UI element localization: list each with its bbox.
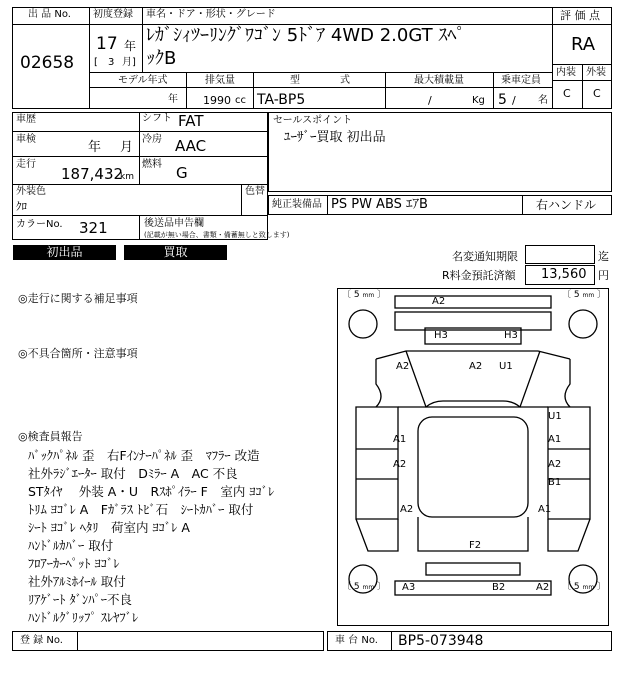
lot-number: 02658 [20, 53, 75, 73]
report-line: ﾘｱｹﾞｰﾄ ﾀﾞﾝﾊﾟｰ不良 [28, 592, 132, 607]
displacement-unit: cc [235, 95, 246, 106]
driving-notes-label: ◎走行に関する補足事項 [18, 292, 138, 305]
defects-label: ◎不具合箇所・注意事項 [18, 347, 138, 360]
tire-fl-label: 〔 5 mm 〕 [342, 290, 387, 300]
tire-rl-label: 〔 5 mm 〕 [342, 582, 387, 592]
capacity-label: 乗車定員 [501, 75, 541, 86]
left-rear-quarter [356, 519, 398, 551]
docs-note: (記載が無い場合、書類・備蓄無しと致します) [144, 231, 290, 239]
color-no-label: カラーNo. [16, 219, 63, 230]
first-reg-year: 17 [96, 34, 118, 54]
capacity-sep: / [512, 94, 516, 107]
color-no-value: 321 [79, 219, 108, 237]
title-deadline-unit: 迄 [598, 250, 609, 263]
windshield-line [398, 401, 548, 407]
inspection-year: 年 [88, 140, 102, 155]
steering-value: 右ハンドル [536, 198, 597, 212]
docs-label: 後送品申告欄 [144, 218, 204, 229]
mark-h3-left: H3 [434, 330, 448, 341]
mark-left-front-fender: A2 [396, 361, 410, 372]
rear-panel [426, 563, 520, 575]
first-reg-year-unit: 年 [124, 39, 137, 53]
recycle-unit: 円 [598, 269, 609, 282]
mark-hood-a2: A2 [469, 361, 483, 372]
displacement-value: 1990 [203, 94, 231, 107]
type-value: TA-BP5 [257, 92, 306, 108]
mark-left-front-door: A1 [393, 434, 407, 445]
tire-front-right [569, 310, 597, 338]
report-line: ﾌﾛｱｰｶｰﾍﾟｯﾄ ﾖｺﾞﾚ [28, 556, 120, 571]
color-value: ｸﾛ [16, 200, 27, 213]
inspector-label: ◎検査員報告 [18, 430, 83, 443]
salespoint-value: ﾕｰｻﾞｰ買取 初出品 [284, 130, 386, 145]
mileage-value: 187,432 [61, 165, 124, 183]
history-label: 車歴 [16, 114, 36, 125]
hood-front-edge [376, 351, 570, 359]
lot-label: 出 品 No. [28, 9, 71, 20]
salespoint-label: セールスポイント [273, 115, 353, 126]
model-year-unit: 年 [168, 94, 178, 105]
front-bumper-outline [395, 296, 551, 308]
max-load-sep: / [428, 94, 432, 107]
report-line: ﾊﾝﾄﾞﾙｶﾊﾞｰ 取付 [28, 538, 114, 553]
equipment-value: PS PW ABS ｴｱB [331, 197, 428, 212]
recycle-label: R料金預託済額 [442, 269, 516, 282]
inspection-month: 月 [120, 140, 134, 155]
mark-rear-bumper-a2: A2 [536, 582, 550, 593]
mark-rear-bumper-a3: A3 [402, 582, 416, 593]
mileage-label: 走行 [16, 159, 36, 170]
shift-value: FAT [178, 112, 204, 130]
repaint-label: 色替 [245, 186, 265, 197]
fuel-value: G [176, 164, 188, 182]
grade-value: RA [571, 34, 596, 55]
exterior-label: 外装 [586, 67, 606, 78]
grade-label: 評 価 点 [560, 9, 600, 22]
report-line: STﾀｲﾔ 外装 A・U Rｽﾎﾟｲﾗｰ F 室内 ﾖｺﾞﾚ [28, 484, 275, 499]
interior-label: 内装 [556, 67, 576, 78]
right-rear-quarter [548, 519, 590, 551]
buyback-badge: 買取 [124, 245, 227, 260]
inspector-report [28, 446, 328, 626]
car-diagram [337, 288, 609, 626]
mark-right-rear-b1: B1 [548, 477, 562, 488]
report-line: ﾊﾝﾄﾞﾙｸﾞﾘｯﾌﾟ ｽﾚﾔﾌﾞﾚ [28, 610, 139, 625]
color-label: 外装色 [16, 186, 46, 197]
report-line: ﾄﾘﾑ ﾖｺﾞﾚ A Fｶﾞﾗｽ ﾄﾋﾞ石 ｼｰﾄｶﾊﾞｰ 取付 [28, 502, 254, 517]
tire-front-left [349, 310, 377, 338]
chassis-value: BP5-073948 [398, 633, 484, 649]
mileage-unit: km [120, 172, 134, 182]
roof-outline [418, 417, 528, 517]
capacity-unit: 名 [538, 95, 548, 106]
mark-front-bumper: A2 [432, 296, 446, 307]
hood-outline [406, 351, 540, 407]
car-name-line2: ｯｸB [146, 48, 177, 69]
mark-rear-bumper-b2: B2 [492, 582, 506, 593]
mark-right-front-u1: U1 [548, 411, 562, 422]
grille-outline [395, 312, 551, 330]
mark-right-rear-qtr: A1 [538, 504, 552, 515]
exterior-grade: C [593, 87, 601, 100]
left-front-fender [376, 359, 381, 407]
reg-no-label: 登 録 No. [20, 635, 63, 646]
report-line: 社外ｱﾙﾐﾎｲｰﾙ 取付 [28, 574, 126, 589]
title-deadline-box [525, 245, 595, 264]
mark-h3-right: H3 [504, 330, 518, 341]
chassis-label: 車 台 No. [335, 635, 378, 646]
mark-rear-gate: F2 [469, 540, 482, 551]
displacement-label: 排気量 [205, 75, 235, 86]
first-reg-month-open: [ [94, 57, 98, 68]
ac-label: 冷房 [142, 134, 162, 145]
report-line: ｼｰﾄ ﾖｺﾞﾚ ﾍﾀﾘ 荷室内 ﾖｺﾞﾚ A [28, 520, 190, 535]
interior-grade: C [563, 87, 571, 100]
max-load-unit: Kg [472, 95, 485, 106]
inspection-label: 車検 [16, 134, 36, 145]
capacity-value: 5 [498, 92, 507, 108]
report-line: ﾊﾞｯｸﾊﾟﾈﾙ 歪 右Fｲﾝﾅｰﾊﾟﾈﾙ 歪 ﾏﾌﾗｰ 改造 [28, 448, 260, 463]
fuel-label: 燃料 [142, 159, 162, 170]
model-year-label: モデル年式 [118, 75, 168, 86]
tire-fr-label: 〔 5 mm 〕 [562, 290, 607, 300]
equipment-label: 純正装備品 [272, 199, 322, 210]
tire-rr-label: 〔 5 mm 〕 [562, 582, 607, 592]
first-listing-badge: 初出品 [13, 245, 116, 260]
mark-left-rear-door: A2 [393, 459, 407, 470]
report-line: 社外ﾗｼﾞｴｰﾀｰ 取付 Dﾐﾗｰ A AC 不良 [28, 466, 238, 481]
mark-right-rear-door: A2 [548, 459, 562, 470]
type-label: 型 式 [290, 75, 350, 86]
shift-label: シフト [142, 113, 172, 124]
left-side-outline [356, 407, 398, 519]
right-front-fender [565, 359, 570, 407]
ac-value: AAC [175, 137, 207, 155]
max-load-label: 最大積載量 [414, 75, 464, 86]
header-box [12, 7, 612, 109]
title-deadline-label: 名変通知期限 [452, 250, 518, 263]
recycle-value: 13,560 [541, 267, 587, 282]
rear-bumper-outline [395, 581, 551, 595]
mark-right-front-door: A1 [548, 434, 562, 445]
car-name-line1: ﾚｶﾞｼｨﾂｰﾘﾝｸﾞﾜｺﾞﾝ 5ﾄﾞｱ 4WD 2.0GT ｽﾍﾟ [146, 25, 466, 46]
first-reg-label: 初度登録 [93, 9, 133, 20]
mark-left-rear-qtr: A2 [400, 504, 414, 515]
car-name-label: 車名・ドア・形状・グレード [146, 9, 276, 20]
mark-hood-u1: U1 [499, 361, 513, 372]
first-reg-month: 3 [108, 57, 115, 68]
first-reg-month-unit: 月] [122, 57, 136, 68]
